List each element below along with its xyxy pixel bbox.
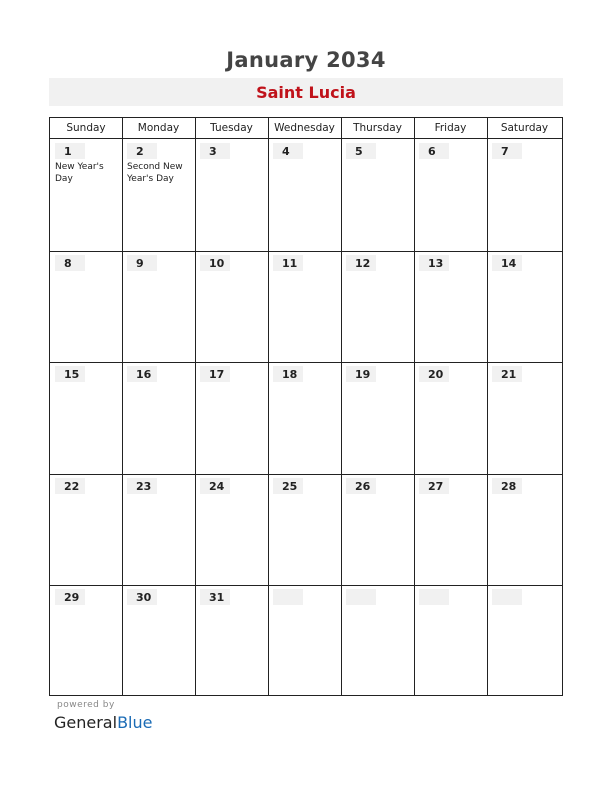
day-cell[interactable] [195, 585, 268, 697]
weekday-header-thursday: Thursday [353, 122, 402, 134]
holiday-label: Second New Year's Day [127, 162, 183, 184]
day-cell[interactable] [122, 139, 195, 251]
day-number: 24 [200, 478, 230, 494]
day-number: 3 [200, 143, 230, 159]
day-cell[interactable] [341, 474, 414, 586]
day-number: 19 [346, 366, 376, 382]
day-number: 15 [55, 366, 85, 382]
day-cell[interactable] [268, 474, 341, 586]
day-cell[interactable] [487, 585, 562, 697]
day-number: 16 [127, 366, 157, 382]
weekday-header-row [50, 118, 562, 139]
day-cell[interactable] [122, 251, 195, 363]
day-number: 30 [127, 589, 157, 605]
weekday-header-monday: Monday [137, 122, 180, 134]
day-cell[interactable] [50, 585, 122, 697]
day-cell[interactable] [50, 362, 122, 474]
weekday-header-tuesday: Tuesday [210, 122, 253, 134]
day-number: 10 [200, 255, 230, 271]
weekday-header-friday: Friday [434, 122, 467, 134]
day-number: 21 [492, 366, 522, 382]
day-cell[interactable] [341, 251, 414, 363]
day-cell[interactable] [487, 251, 562, 363]
brand-general-text: General [54, 713, 118, 732]
day-cell[interactable] [341, 585, 414, 697]
day-cell[interactable] [50, 139, 122, 251]
weekday-header-sunday: Sunday [66, 122, 106, 134]
day-number: 26 [346, 478, 376, 494]
day-number: 17 [200, 366, 230, 382]
day-number: 18 [273, 366, 303, 382]
powered-by-text: powered by [57, 700, 115, 710]
day-number: 4 [273, 143, 303, 159]
weekday-header-wednesday: Wednesday [274, 122, 335, 134]
day-number: 25 [273, 478, 303, 494]
day-number: 12 [346, 255, 376, 271]
day-number [492, 589, 522, 605]
day-cell[interactable] [487, 474, 562, 586]
day-cell[interactable] [414, 585, 487, 697]
day-cell[interactable] [487, 362, 562, 474]
day-number [346, 589, 376, 605]
day-number: 31 [200, 589, 230, 605]
day-cell[interactable] [268, 585, 341, 697]
day-number: 23 [127, 478, 157, 494]
day-cell[interactable] [122, 474, 195, 586]
day-number: 8 [55, 255, 85, 271]
day-cell[interactable] [414, 362, 487, 474]
day-cell[interactable] [195, 139, 268, 251]
generalblue-logo[interactable] [54, 713, 152, 732]
day-number [273, 589, 303, 605]
day-cell[interactable] [122, 585, 195, 697]
day-number: 7 [492, 143, 522, 159]
day-cell[interactable] [414, 474, 487, 586]
day-cell[interactable] [341, 362, 414, 474]
day-cell[interactable] [414, 139, 487, 251]
day-cell[interactable] [195, 362, 268, 474]
day-number: 11 [273, 255, 303, 271]
day-cell[interactable] [487, 139, 562, 251]
day-number: 13 [419, 255, 449, 271]
day-number: 6 [419, 143, 449, 159]
day-cell[interactable] [268, 362, 341, 474]
day-cell[interactable] [414, 251, 487, 363]
day-number: 20 [419, 366, 449, 382]
day-cell[interactable] [122, 362, 195, 474]
day-cell[interactable] [195, 474, 268, 586]
day-number: 22 [55, 478, 85, 494]
day-cell[interactable] [195, 251, 268, 363]
day-cell[interactable] [268, 139, 341, 251]
day-number: 1 [55, 143, 85, 159]
day-number: 29 [55, 589, 85, 605]
brand-blue-text: Blue [117, 713, 153, 732]
day-number: 14 [492, 255, 522, 271]
day-number: 5 [346, 143, 376, 159]
day-cell[interactable] [268, 251, 341, 363]
day-cell[interactable] [50, 474, 122, 586]
day-cell[interactable] [341, 139, 414, 251]
calendar-grid [49, 117, 563, 696]
holiday-label: New Year's Day [55, 162, 104, 184]
country-banner [49, 78, 563, 106]
calendar-title: January 2034 [226, 48, 386, 72]
day-number: 2 [127, 143, 157, 159]
weekday-header-saturday: Saturday [500, 122, 549, 134]
day-number: 28 [492, 478, 522, 494]
day-number [419, 589, 449, 605]
day-number: 27 [419, 478, 449, 494]
day-number: 9 [127, 255, 157, 271]
country-name: Saint Lucia [256, 83, 356, 102]
day-cell[interactable] [50, 251, 122, 363]
